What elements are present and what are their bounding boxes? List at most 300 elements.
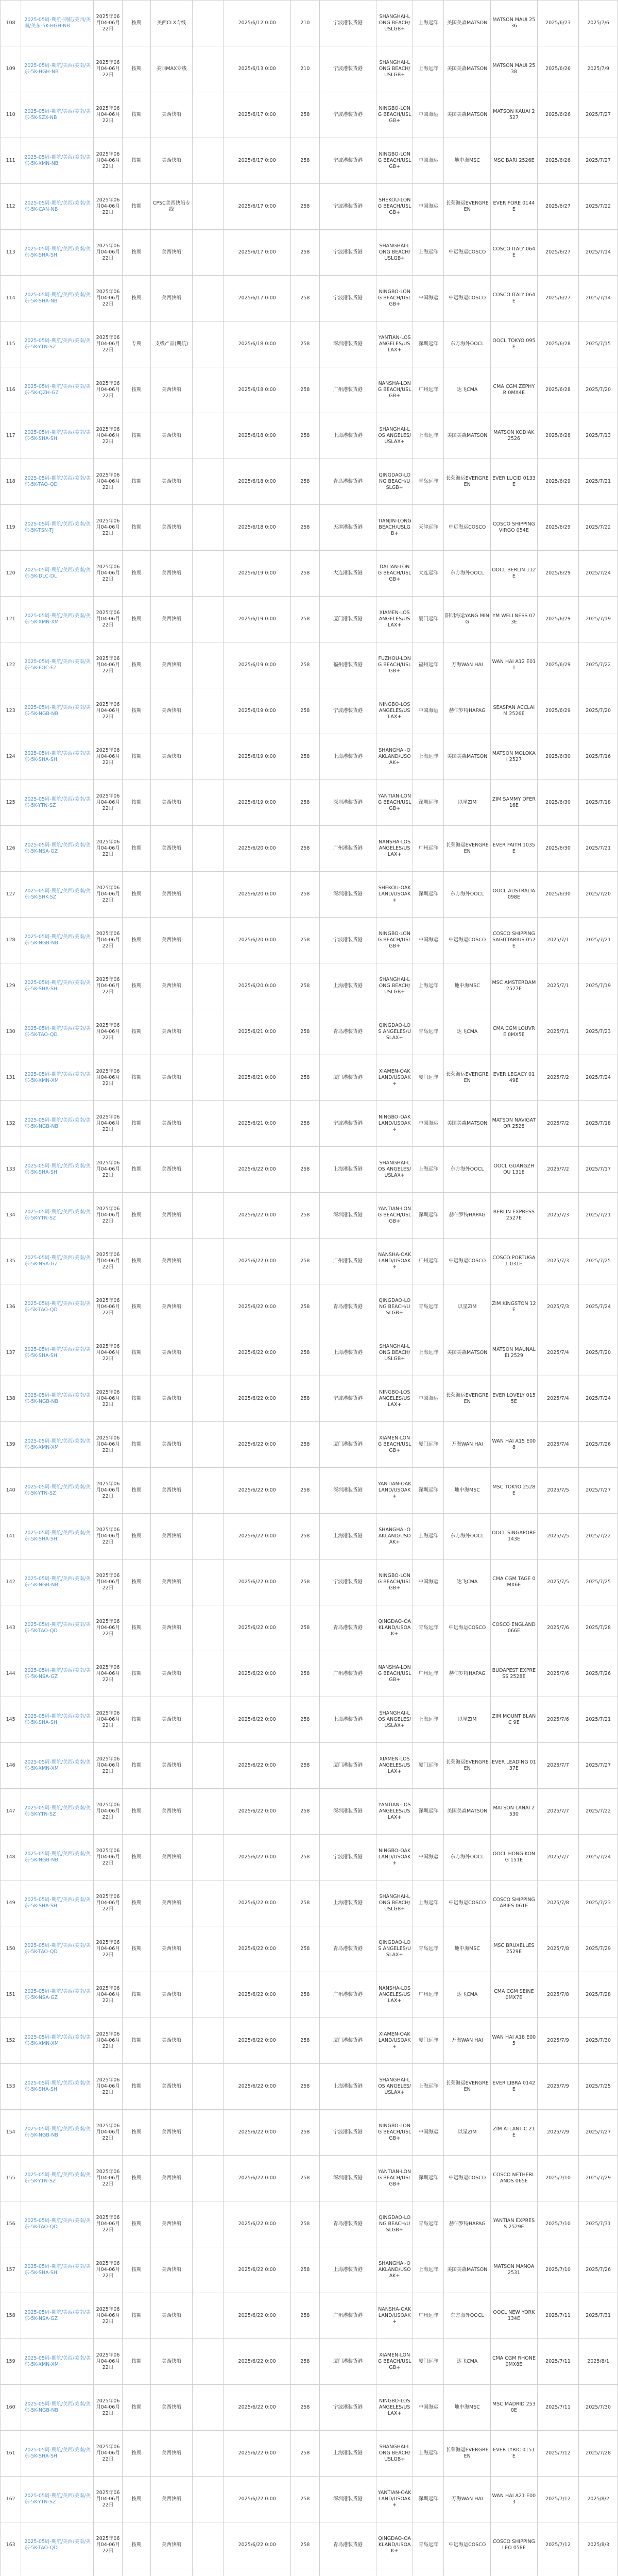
cutoff-time: 2025/6/22 0:00 <box>224 1926 291 1972</box>
shipment-subject-link[interactable]: 2025-05周-期航/美西/美南/美东-5K-SHA-SH <box>21 230 94 276</box>
carrier: 长荣海运EVERGREEN <box>444 2064 491 2110</box>
shipment-subject-link[interactable]: 2025-05周-期航/美西/美南/美东-5K-YTN-SZ <box>21 321 94 367</box>
shipment-subject-link[interactable]: 2025-05周-期航/美西/美南/美东-5K-XMN-XM <box>21 1743 94 1789</box>
row-index: 136 <box>1 1284 21 1330</box>
term: 按期 <box>122 780 150 826</box>
quantity: 258 <box>291 92 319 138</box>
agent: 中国海运 <box>413 1101 443 1147</box>
agent: 上海远洋 <box>413 963 443 1009</box>
carrier: 地中海MSC <box>444 1468 491 1514</box>
shipment-subject-link[interactable]: 2025-05周-期航/美西/美南/美东-5K-SHA-SH <box>21 1880 94 1926</box>
carrier: 美国美森MATSON <box>444 1 491 46</box>
shipping-route: NANSHA-LOS ANGELES/USLAX+ <box>376 826 413 872</box>
eta-date: 2025/7/15 <box>579 321 618 367</box>
shipping-route: XIAMEN-LONG BEACH/USLGB+ <box>376 2339 413 2385</box>
shipment-subject-link[interactable]: 2025-05周-期航/美西/美南/美东-5K-NGB-NB <box>21 1101 94 1147</box>
cutoff-time: 2025/6/21 0:00 <box>224 1009 291 1055</box>
product: 美西快船 <box>151 2293 193 2339</box>
row-index: 154 <box>1 2110 21 2156</box>
agent: 上海远洋 <box>413 413 443 459</box>
etd-date: 2025/7/9 <box>537 2110 579 2156</box>
carrier: 中远海运COSCO <box>444 1239 491 1284</box>
product: 美西快船 <box>151 2018 193 2064</box>
company <box>192 963 223 1009</box>
agent: 中国海运 <box>413 2385 443 2431</box>
term: 按期 <box>122 1101 150 1147</box>
vessel-voyage: EVER LEGACY 0149E <box>491 1055 538 1101</box>
shipment-subject-link[interactable]: 2025-05周-期航/美西/美南/美东-5K-XMN-XM <box>21 2018 94 2064</box>
loading-port: 厦门港装货港 <box>319 597 376 642</box>
shipment-subject-link[interactable]: 2025-05周-期航/美西/美南/美东-5K-YTN-SZ <box>21 1789 94 1835</box>
shipment-subject-link[interactable]: 2025-05周-期航/美西/美南/美东-5K-XMN-XM <box>21 597 94 642</box>
cutoff-time: 2025/6/13 0:00 <box>224 46 291 92</box>
shipment-subject-link[interactable]: 2025-05周-期航/美西/美南/美东-5K-SHA-SH <box>21 1147 94 1193</box>
shipment-subject-link[interactable]: 2025-05周-期航/美西/美南/美东-5K-NGB-NB <box>21 688 94 734</box>
shipment-subject-link[interactable]: 2025-05周-期航/美西/美南/美东-5K-SHA-SH <box>21 1697 94 1743</box>
shipment-subject-link[interactable]: 2025-05周-期航/美西/美南/美东-5K-SHK-SZ <box>21 872 94 918</box>
carrier: 达飞CMA <box>444 1972 491 2018</box>
product: 美西快船 <box>151 780 193 826</box>
cutoff-time: 2025/6/22 0:00 <box>224 2201 291 2247</box>
product: 美西MAX专线 <box>151 46 193 92</box>
eta-date: 2025/7/25 <box>579 1560 618 1605</box>
quantity: 258 <box>291 413 319 459</box>
shipment-subject-link[interactable]: 2025-05周-期航/美西/美南/美东-5K-QZH-GZ <box>21 367 94 413</box>
cutoff-time: 2025/6/17 0:00 <box>224 138 291 184</box>
shipping-route: SHANGHAI-LONG BEACH/USLGB+ <box>376 46 413 92</box>
date-range: 2025年06月04-06月22日 <box>94 1560 122 1605</box>
company <box>192 1376 223 1422</box>
row-index: 158 <box>1 2293 21 2339</box>
carrier: 东方海外OOCL <box>444 321 491 367</box>
cutoff-time: 2025/6/22 0:00 <box>224 1835 291 1880</box>
quantity: 258 <box>291 1880 319 1926</box>
eta-date: 2025/8/3 <box>579 2522 618 2568</box>
shipment-subject-link[interactable]: 2025-05周-期航/美西/美南/美东-5K-TSN-TJ <box>21 505 94 551</box>
term: 按期 <box>122 184 150 230</box>
row-index: 144 <box>1 1651 21 1697</box>
shipping-route: SHANGHAI-LONG BEACH/USLGB+ <box>376 1330 413 1376</box>
etd-date: 2025/7/11 <box>537 2339 579 2385</box>
shipment-subject-link[interactable]: 2025-05周-期航/美西/美南/美东-5K-NGB-NB <box>21 918 94 963</box>
vessel-voyage: COSCO SHIPPING VIRGO 054E <box>491 505 538 551</box>
agent: 中国海运 <box>413 138 443 184</box>
cutoff-time: 2025/6/22 0:00 <box>224 2110 291 2156</box>
product: 美西快船 <box>151 1880 193 1926</box>
product: 美西快船 <box>151 1055 193 1101</box>
shipment-subject-link[interactable]: 2025-05周-期航/美西/美南/美东-5K-TAO-QD <box>21 459 94 505</box>
carrier: 达飞CMA <box>444 1560 491 1605</box>
shipment-subject-link[interactable]: 2025-05周-期航/美西/美南/美东-5K-YTN-SZ <box>21 1468 94 1514</box>
table-row <box>1 138 618 184</box>
agent: 上海远洋 <box>413 1330 443 1376</box>
term: 按期 <box>122 642 150 688</box>
term: 按期 <box>122 92 150 138</box>
shipping-route: NINGBO-LONG BEACH/USLGB+ <box>376 1560 413 1605</box>
product: 美西快船 <box>151 1330 193 1376</box>
shipment-subject-link[interactable]: 2025-05周-期航/美西/美南/美东-5K-CAN-NB <box>21 184 94 230</box>
row-index: 162 <box>1 2477 21 2522</box>
date-range: 2025年06月04-06月22日 <box>94 642 122 688</box>
etd-date: 2025/7/1 <box>537 963 579 1009</box>
etd-date: 2025/6/28 <box>537 413 579 459</box>
date-range: 2025年06月04-06月22日 <box>94 1926 122 1972</box>
quantity: 258 <box>291 2522 319 2568</box>
eta-date: 2025/7/29 <box>579 1926 618 1972</box>
term: 按期 <box>122 138 150 184</box>
term: 按期 <box>122 1789 150 1835</box>
loading-port: 宁波港装货港 <box>319 46 376 92</box>
eta-date: 2025/7/13 <box>579 413 618 459</box>
term: 按期 <box>122 230 150 276</box>
shipping-route <box>376 2568 413 2576</box>
agent: 厦门远洋 <box>413 2339 443 2385</box>
product: 美西快船 <box>151 597 193 642</box>
carrier: 美国美森MATSON <box>444 46 491 92</box>
product: 美西快船 <box>151 1926 193 1972</box>
quantity: 258 <box>291 918 319 963</box>
vessel-voyage: MSC TOKYO 2528E <box>491 1468 538 1514</box>
shipping-route: NINGBO-LONG BEACH/USLGB+ <box>376 918 413 963</box>
shipment-subject-link[interactable]: 2025-05周-期航/美西/美南/美东-5K-TAO-QD <box>21 1284 94 1330</box>
row-index: 122 <box>1 642 21 688</box>
shipping-route: XIAMEN-LOS ANGELES/USLAX+ <box>376 597 413 642</box>
etd-date: 2025/7/10 <box>537 2247 579 2293</box>
agent: 天津远洋 <box>413 505 443 551</box>
loading-port: 广州港装货港 <box>319 2293 376 2339</box>
cutoff-time: 2025/6/19 0:00 <box>224 551 291 597</box>
row-index: 147 <box>1 1789 21 1835</box>
shipping-route: SHANGHAI-LOS ANGELES/USLAX+ <box>376 413 413 459</box>
etd-date: 2025/6/29 <box>537 642 579 688</box>
vessel-voyage: EVER FORE 0144E <box>491 184 538 230</box>
company <box>192 642 223 688</box>
shipment-subject-link[interactable]: 2025-05周-期航/美西/美南/美东-5K-TAO-QD <box>21 1605 94 1651</box>
quantity: 258 <box>291 1835 319 1880</box>
quantity: 258 <box>291 367 319 413</box>
agent: 深圳远洋 <box>413 1789 443 1835</box>
product: 美西快船 <box>151 688 193 734</box>
shipment-subject-link[interactable]: 2025-05周-期航/美西/美南/美东-5K-SZX-NB <box>21 92 94 138</box>
carrier: 赫伯罗特HAPAG <box>444 1651 491 1697</box>
agent: 中国海运 <box>413 1835 443 1880</box>
vessel-voyage: COSCO ITALY 064E <box>491 230 538 276</box>
shipment-subject-link[interactable]: 2025-05周-期航/美西/美南/美东-5K-YTN-SZ <box>21 780 94 826</box>
row-index: 125 <box>1 780 21 826</box>
shipping-route: NANSHA-LOS ANGELES/USLAX+ <box>376 1972 413 2018</box>
shipping-route: YANTIAN-LONG BEACH/USLGB+ <box>376 1193 413 1239</box>
product: 美西快船 <box>151 505 193 551</box>
carrier: 地中海MSC <box>444 138 491 184</box>
vessel-voyage: MATSON MAUI 2538 <box>491 46 538 92</box>
row-index: 163 <box>1 2522 21 2568</box>
loading-port: 上海港装货港 <box>319 2431 376 2477</box>
product: 美西快船 <box>151 2064 193 2110</box>
shipment-subject-link[interactable]: 2025-05周-期航/美西/美南/美东-5K-YTN-SZ <box>21 2156 94 2201</box>
etd-date: 2025/6/29 <box>537 459 579 505</box>
table-row <box>1 184 618 230</box>
date-range: 2025年06月04-06月22日 <box>94 230 122 276</box>
shipment-subject-link[interactable]: 2025-05周-期航/美西/美南/美东-5K-YTN-SZ <box>21 2477 94 2522</box>
loading-port: 青岛港装货港 <box>319 2201 376 2247</box>
quantity: 258 <box>291 597 319 642</box>
agent: 上海远洋 <box>413 230 443 276</box>
shipment-subject-link[interactable] <box>21 2568 94 2576</box>
agent: 广州远洋 <box>413 1972 443 2018</box>
shipment-subject-link[interactable]: 2025-05周-期航/美西/美南/美东-5K-NGB-NB <box>21 2385 94 2431</box>
agent: 青岛远洋 <box>413 459 443 505</box>
table-row <box>1 918 618 963</box>
shipment-subject-link[interactable]: 2025-05周-期航/美西/美南/美东-5K-XMN-XM <box>21 1055 94 1101</box>
shipping-route: QINGDAO-OAKLAND/USOAK+ <box>376 1605 413 1651</box>
term: 按期 <box>122 2110 150 2156</box>
shipment-subject-link[interactable]: 2025-05周-期航/美西/美南/美东-5K-SHA-NB <box>21 276 94 321</box>
shipment-subject-link[interactable]: 2025-05周-期航/美西/美南/美东-5K-SHA-SH <box>21 963 94 1009</box>
cutoff-time: 2025/6/22 0:00 <box>224 1147 291 1193</box>
term: 按期 <box>122 1880 150 1926</box>
cutoff-time: 2025/6/21 0:00 <box>224 1055 291 1101</box>
eta-date: 2025/7/20 <box>579 1330 618 1376</box>
eta-date: 2025/7/26 <box>579 2247 618 2293</box>
quantity: 258 <box>291 1972 319 2018</box>
vessel-voyage: MATSON KODIAK 2526 <box>491 413 538 459</box>
quantity: 258 <box>291 138 319 184</box>
company <box>192 1651 223 1697</box>
shipment-subject-link[interactable]: 2025-05周-期航/美西/美南/美东-5K-DLC-DL <box>21 551 94 597</box>
cutoff-time: 2025/6/19 0:00 <box>224 734 291 780</box>
loading-port: 广州港装货港 <box>319 1972 376 2018</box>
row-index: 146 <box>1 1743 21 1789</box>
term: 按期 <box>122 413 150 459</box>
row-index: 138 <box>1 1376 21 1422</box>
quantity: 258 <box>291 551 319 597</box>
product: 美西快船 <box>151 642 193 688</box>
agent: 广州远洋 <box>413 2293 443 2339</box>
shipping-route: NINGBO-OAKLAND/USOAK+ <box>376 1835 413 1880</box>
company <box>192 551 223 597</box>
company <box>192 826 223 872</box>
shipment-subject-link[interactable]: 2025-05周-期航/美西/美南/美东-5K-SHA-SH <box>21 1330 94 1376</box>
etd-date: 2025/6/30 <box>537 872 579 918</box>
term: 按期 <box>122 1514 150 1560</box>
row-index: 161 <box>1 2431 21 2477</box>
shipment-subject-link[interactable]: 2025-05周-期航/美西/美南/美东-5K-TAO-QD <box>21 1926 94 1972</box>
cutoff-time: 2025/6/19 0:00 <box>224 642 291 688</box>
term: 按期 <box>122 1009 150 1055</box>
company <box>192 459 223 505</box>
term: 按期 <box>122 688 150 734</box>
product: 美西快船 <box>151 2110 193 2156</box>
date-range: 2025年06月04-06月22日 <box>94 2018 122 2064</box>
term: 按期 <box>122 1 150 46</box>
shipment-subject-link[interactable]: 2025-05周-期航/美西/美南/美东-5K-SHA-SH <box>21 1514 94 1560</box>
company <box>192 1147 223 1193</box>
date-range: 2025年06月04-06月22日 <box>94 597 122 642</box>
term: 按期 <box>122 2522 150 2568</box>
shipping-route: TIANJIN-LONG BEACH/USLGB+ <box>376 505 413 551</box>
agent: 深圳远洋 <box>413 872 443 918</box>
company <box>192 1239 223 1284</box>
shipment-subject-link[interactable]: 2025-05周-期航/美西/美南/美东-5K-TAO-QD <box>21 2522 94 2568</box>
shipment-subject-link[interactable]: 2025-05周-期航/美西/美南/美东-5K-SHA-SH <box>21 413 94 459</box>
eta-date: 2025/7/21 <box>579 1697 618 1743</box>
date-range: 2025年06月04-06月22日 <box>94 1605 122 1651</box>
etd-date: 2025/7/9 <box>537 2018 579 2064</box>
etd-date: 2025/7/3 <box>537 1239 579 1284</box>
eta-date: 2025/7/28 <box>579 1605 618 1651</box>
cutoff-time: 2025/6/22 0:00 <box>224 2522 291 2568</box>
company <box>192 2247 223 2293</box>
etd-date: 2025/7/12 <box>537 2477 579 2522</box>
shipment-subject-link[interactable]: 2025-05周-期航/美西/美南/美东-5K-HGH-NB <box>21 46 94 92</box>
company <box>192 230 223 276</box>
shipment-subject-link[interactable]: 2025-05周-期航/美西/美南/美东-5K-TAO-QD <box>21 1009 94 1055</box>
row-index: 157 <box>1 2247 21 2293</box>
row-index: 112 <box>1 184 21 230</box>
shipment-subject-link[interactable]: 2025-05周-期航/美西/美南/美东-5K-SHA-SH <box>21 2064 94 2110</box>
carrier: 阳明海运YANG MING <box>444 597 491 642</box>
company <box>192 1101 223 1147</box>
etd-date: 2025/6/26 <box>537 46 579 92</box>
table-row <box>1 1284 618 1330</box>
term: 按期 <box>122 1147 150 1193</box>
table-row <box>1 276 618 321</box>
term: 按期 <box>122 1422 150 1468</box>
product: 美西快船 <box>151 551 193 597</box>
date-range: 2025年06月04-06月22日 <box>94 459 122 505</box>
agent: 广州远洋 <box>413 367 443 413</box>
row-index: 160 <box>1 2385 21 2431</box>
agent: 中国海运 <box>413 1560 443 1605</box>
shipment-subject-link[interactable]: 2025-05周-期航/美西/美南/美东-5K-NSA-GZ <box>21 1651 94 1697</box>
shipping-route: QINGDAO-LONG BEACH/USLGB+ <box>376 459 413 505</box>
company <box>192 1055 223 1101</box>
row-index: 135 <box>1 1239 21 1284</box>
product: 美西快船 <box>151 138 193 184</box>
row-index: 110 <box>1 92 21 138</box>
date-range: 2025年06月04-06月22日 <box>94 826 122 872</box>
shipment-subject-link[interactable]: 2025-05周-期航/美西/美南/美东-5K-SHA-SH <box>21 2247 94 2293</box>
shipment-subject-link[interactable]: 2025-05周-期航/美西/美南/美东-5K-NGB-NB <box>21 1835 94 1880</box>
loading-port: 广州港装货港 <box>319 826 376 872</box>
company <box>192 1 223 46</box>
eta-date: 2025/8/2 <box>579 2477 618 2522</box>
loading-port: 上海港装货港 <box>319 1514 376 1560</box>
shipment-subject-link[interactable]: 2025-05周-期航/美西/美南/美东-5K-NSA-GZ <box>21 1972 94 2018</box>
cutoff-time: 2025/6/17 0:00 <box>224 230 291 276</box>
term: 按期 <box>122 2385 150 2431</box>
loading-port: 深圳港装货港 <box>319 2477 376 2522</box>
shipment-subject-link[interactable]: 2025-05周-期航/美西/美南/美东-5K-NSA-GZ <box>21 2293 94 2339</box>
table-row <box>1 1560 618 1605</box>
quantity: 258 <box>291 276 319 321</box>
agent: 广州远洋 <box>413 1239 443 1284</box>
eta-date: 2025/7/19 <box>579 597 618 642</box>
row-index: 114 <box>1 276 21 321</box>
loading-port: 宁波港装货港 <box>319 1101 376 1147</box>
cutoff-time <box>224 2568 291 2576</box>
carrier: 中远海运COSCO <box>444 276 491 321</box>
cutoff-time: 2025/6/17 0:00 <box>224 184 291 230</box>
vessel-voyage: CMA CGM RHONE 0MX8E <box>491 2339 538 2385</box>
term: 按期 <box>122 1835 150 1880</box>
table-row <box>1 780 618 826</box>
etd-date: 2025/6/26 <box>537 92 579 138</box>
loading-port: 上海港装货港 <box>319 734 376 780</box>
vessel-voyage: MSC BARI 2526E <box>491 138 538 184</box>
shipping-route: SHANGHAI-LOS ANGELES/USLAX+ <box>376 1697 413 1743</box>
table-row <box>1 1330 618 1376</box>
row-index: 151 <box>1 1972 21 2018</box>
etd-date: 2025/7/5 <box>537 1468 579 1514</box>
date-range: 2025年06月04-06月22日 <box>94 918 122 963</box>
table-row <box>1 734 618 780</box>
shipment-subject-link[interactable]: 2025-05周-期航/美西/美南/美东-5K-NSA-GZ <box>21 826 94 872</box>
shipping-route: XIAMEN-LONG BEACH/USLGB+ <box>376 1422 413 1468</box>
shipment-subject-link[interactable]: 2025-05周-期航/美西/美南/美东-5K-YTN-SZ <box>21 1193 94 1239</box>
agent: 中国海运 <box>413 184 443 230</box>
shipment-subject-link[interactable]: 2025-05周-期航/美西/美南/美东-5K-NGB-NB <box>21 1376 94 1422</box>
shipment-subject-link[interactable]: 2025-05周-期航-期航/美西/美南/美东-5K-HGH-NB <box>21 1 94 46</box>
term: 按期 <box>122 1697 150 1743</box>
row-index: 149 <box>1 1880 21 1926</box>
agent: 深圳远洋 <box>413 2477 443 2522</box>
loading-port: 上海港装货港 <box>319 1880 376 1926</box>
shipping-route: SHANGHAI-LONG BEACH/USLGB+ <box>376 1 413 46</box>
shipment-subject-link[interactable]: 2025-05周-期航/美西/美南/美东-5K-TAO-QD <box>21 2201 94 2247</box>
table-row <box>1 2156 618 2201</box>
quantity: 258 <box>291 826 319 872</box>
eta-date: 2025/7/22 <box>579 642 618 688</box>
eta-date: 2025/7/9 <box>579 46 618 92</box>
shipment-subject-link[interactable]: 2025-05周-期航/美西/美南/美东-5K-NGB-NB <box>21 2110 94 2156</box>
shipping-route: SHANGHAI-LONG BEACH/USLGB+ <box>376 1880 413 1926</box>
eta-date: 2025/7/20 <box>579 688 618 734</box>
agent: 深圳远洋 <box>413 1468 443 1514</box>
row-index: 150 <box>1 1926 21 1972</box>
loading-port: 宁波港装货港 <box>319 138 376 184</box>
shipment-subject-link[interactable]: 2025-05周-期航/美西/美南/美东-5K-XMN-XM <box>21 2339 94 2385</box>
quantity: 258 <box>291 1239 319 1284</box>
shipment-subject-link[interactable]: 2025-05周-期航/美西/美南/美东-5K-SHA-SH <box>21 734 94 780</box>
shipment-subject-link[interactable]: 2025-05周-期航/美西/美南/美东-5K-FOC-FZ <box>21 642 94 688</box>
company <box>192 2018 223 2064</box>
agent: 大连远洋 <box>413 551 443 597</box>
shipment-subject-link[interactable]: 2025-05周-期航/美西/美南/美东-5K-SHA-SH <box>21 2431 94 2477</box>
row-index: 133 <box>1 1147 21 1193</box>
shipment-subject-link[interactable]: 2025-05周-期航/美西/美南/美东-5K-NSA-GZ <box>21 1239 94 1284</box>
quantity: 258 <box>291 1330 319 1376</box>
term <box>122 2568 150 2576</box>
etd-date: 2025/7/4 <box>537 1422 579 1468</box>
company <box>192 505 223 551</box>
company <box>192 276 223 321</box>
shipment-subject-link[interactable]: 2025-05周-期航/美西/美南/美东-5K-XMN-XM <box>21 1422 94 1468</box>
loading-port: 青岛港装货港 <box>319 1284 376 1330</box>
product: 美西快船 <box>151 918 193 963</box>
date-range: 2025年06月04-06月22日 <box>94 1284 122 1330</box>
vessel-voyage: MATSON MANOA 2531 <box>491 2247 538 2293</box>
loading-port: 深圳港装货港 <box>319 2156 376 2201</box>
shipment-subject-link[interactable]: 2025-05周-期航/美西/美南/美东-5K-NGB-NB <box>21 1560 94 1605</box>
vessel-voyage: CMA CGM LOUVRE 0MX5E <box>491 1009 538 1055</box>
shipment-subject-link[interactable]: 2025-05周-期航/美西/美南/美东-5K-XMN-NB <box>21 138 94 184</box>
row-index: 124 <box>1 734 21 780</box>
term: 按期 <box>122 276 150 321</box>
product: 美西快船 <box>151 1147 193 1193</box>
quantity: 258 <box>291 2293 319 2339</box>
agent: 中国海运 <box>413 276 443 321</box>
